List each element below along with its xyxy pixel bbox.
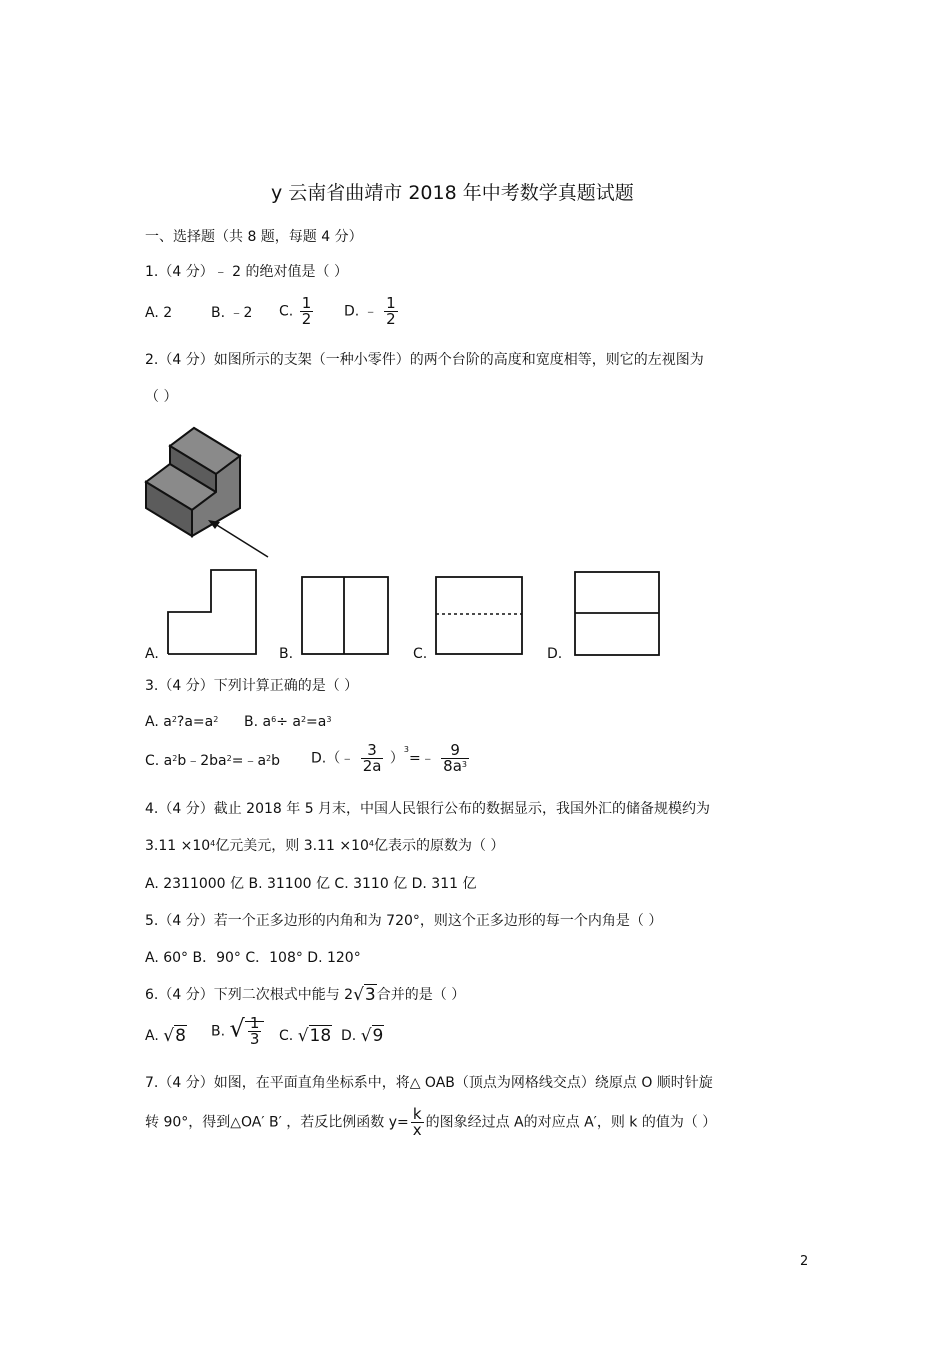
q3-option-b: B. $a^6\div a^2=a^3$ [244,714,332,730]
q4-line2: $3.11 \times 10^4$亿元美元，则 $3.11 \times 10^4$亿表示的原数为（ ） [145,838,505,854]
q3-option-a: A. $a^2?a=a^2$ [145,714,219,730]
q4-line1: 4.（4 分）截止 2018 年 5 月末，中国人民银行公布的数据显示，我国外汇的储备规模约为 [145,801,711,817]
q5-stem: 5.（4 分）若一个正多边形的内角和为 720°，则这个正多边形的每一个内角是（ ） [145,913,663,929]
q6-option-c: C. √18 [279,1026,332,1046]
q1-option-c: C. $\frac{1}{2}$ [279,294,312,328]
q2-option-c-figure [435,576,523,656]
q3-stem: 3.（4 分）下列计算正确的是（ ） [145,678,359,694]
q4-options: A. 2311000 亿 B. 31100 亿 C. 3110 亿 D. 311 亿 [145,876,477,892]
q2-label-d: D. [547,646,563,662]
q7-line2: 转 90°，得到△OA′ B′ ，若反比例函数 y= $\frac{k}{x}$ 的图象经过点 A的对应点 A′，则 k 的值为（ ） [145,1105,717,1139]
q2-label-b: B. [279,646,294,662]
section-heading: 一、选择题（共 8 题，每题 4 分） [145,229,363,245]
q2-option-d-figure [574,571,660,657]
q6-option-b: B. √ $\frac{1}{3}$ [211,1016,264,1047]
q6-stem: 6.（4 分）下列二次根式中能与 2√3合并的是（ ） [145,985,466,1005]
q1-stem: 1.（4 分）﹣ 2 的绝对值是（ ） [145,264,348,280]
q5-options: A. 60° B．90° C．108° D. 120° [145,950,361,966]
q2-option-a-figure [166,568,258,656]
q2-stem: 2.（4 分）如图所示的支架（一种小零件）的两个台阶的高度和宽度相等，则它的左视图为 [145,352,704,368]
bracket-3d-figure [140,420,280,565]
q1-option-b: B. ﹣2 [211,305,253,321]
q7-line1: 7.（4 分）如图，在平面直角坐标系中，将△ OAB（顶点为网格线交点）绕原点 O 顺时针旋 [145,1075,713,1091]
q2-option-b-figure [301,576,389,656]
q6-option-a: A. √8 [145,1026,186,1046]
view-direction-arrow [212,522,268,557]
q3-option-d: D.（﹣ $\frac{3}{2a}$ ）$^3$=﹣ $\frac{9}{8a^3}$ [311,741,468,775]
q2-label-a: A. [145,646,159,662]
q1-option-a: A. 2 [145,305,173,321]
q2-paren: （ ） [145,389,178,405]
q3-option-c: C. $a^2b﹣2ba^2=﹣a^2b$ [145,753,281,769]
q1-option-d: D. ﹣ $\frac{1}{2}$ [344,294,396,328]
page-title: y 云南省曲靖市 2018 年中考数学真题试题 [271,182,634,204]
q2-label-c: C. [413,646,428,662]
page-number: 2 [800,1254,809,1269]
q6-option-d: D. √9 [341,1026,384,1046]
